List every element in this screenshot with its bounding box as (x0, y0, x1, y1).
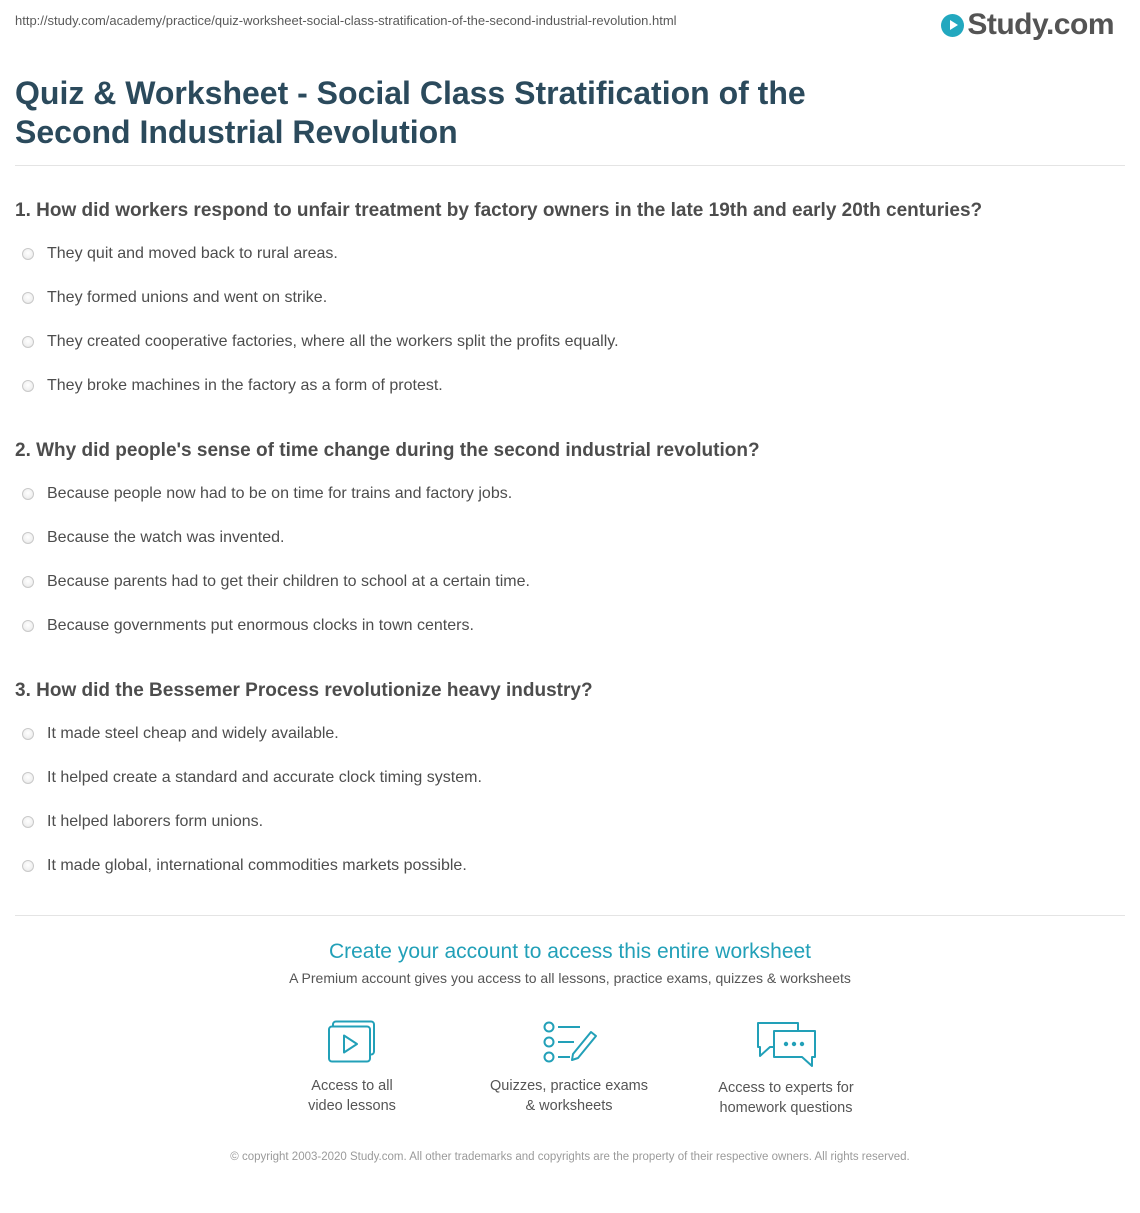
copyright-notice: © copyright 2003-2020 Study.com. All other trademarks and copyrights are the property of their respective owners. All rights reserved. (230, 1151, 910, 1163)
quiz-divider (15, 915, 1125, 916)
answer-option[interactable]: It made global, international commodities markets possible. (22, 854, 467, 878)
page-url: http://study.com/academy/practice/quiz-worksheet-social-class-stratification-of-the-second-industrial-revolution.html (15, 13, 677, 28)
answer-option[interactable]: Because governments put enormous clocks in town centers. (22, 614, 474, 638)
answer-option[interactable]: They quit and moved back to rural areas. (22, 242, 338, 266)
title-divider (15, 165, 1125, 166)
answer-option[interactable]: It helped laborers form unions. (22, 810, 263, 834)
radio-button[interactable] (22, 816, 34, 828)
question-1: 1. How did workers respond to unfair treatment by factory owners in the late 19th and early 20th centuries? (15, 200, 983, 221)
answer-option[interactable]: They formed unions and went on strike. (22, 286, 327, 310)
video-lessons-icon (325, 1020, 379, 1066)
page-title: Quiz & Worksheet - Social Class Stratification of the Second Industrial Revolution (15, 75, 806, 150)
radio-button[interactable] (22, 772, 34, 784)
feature-label: Quizzes, practice exams & worksheets (490, 1078, 648, 1114)
radio-button[interactable] (22, 248, 34, 260)
question-3: 3. How did the Bessemer Process revolutionize heavy industry? (15, 680, 593, 701)
answer-option[interactable]: Because people now had to be on time for trains and factory jobs. (22, 482, 512, 506)
radio-button[interactable] (22, 576, 34, 588)
feature-label: Access to all video lessons (308, 1078, 396, 1114)
answer-option[interactable]: Because the watch was invented. (22, 526, 284, 550)
answer-option[interactable]: Because parents had to get their children to school at a certain time. (22, 570, 530, 594)
feature-video-lessons (262, 1020, 442, 1116)
radio-button[interactable] (22, 728, 34, 740)
chat-bubbles-icon (754, 1020, 818, 1068)
question-2: 2. Why did people's sense of time change during the second industrial revolution? (15, 440, 760, 461)
logo-text: Study.com (967, 8, 1114, 41)
radio-button[interactable] (22, 380, 34, 392)
quiz-checklist-icon (540, 1020, 598, 1066)
feature-label: Access to experts for homework questions (718, 1080, 854, 1116)
answer-option[interactable]: It made steel cheap and widely available. (22, 722, 339, 746)
radio-button[interactable] (22, 292, 34, 304)
radio-button[interactable] (22, 532, 34, 544)
radio-button[interactable] (22, 488, 34, 500)
radio-button[interactable] (22, 620, 34, 632)
radio-button[interactable] (22, 860, 34, 872)
answer-option[interactable]: They created cooperative factories, where all the workers split the profits equally. (22, 330, 619, 354)
feature-experts (696, 1020, 876, 1118)
premium-description: A Premium account gives you access to all lessons, practice exams, quizzes & worksheets (289, 970, 851, 986)
study-logo[interactable] (941, 8, 1114, 42)
answer-option[interactable]: They broke machines in the factory as a form of protest. (22, 374, 443, 398)
answer-option[interactable]: It helped create a standard and accurate clock timing system. (22, 766, 482, 790)
create-account-link[interactable]: Create your account to access this entire worksheet (328, 940, 812, 963)
radio-button[interactable] (22, 336, 34, 348)
feature-quizzes (479, 1020, 659, 1116)
play-logo-icon (941, 14, 964, 37)
